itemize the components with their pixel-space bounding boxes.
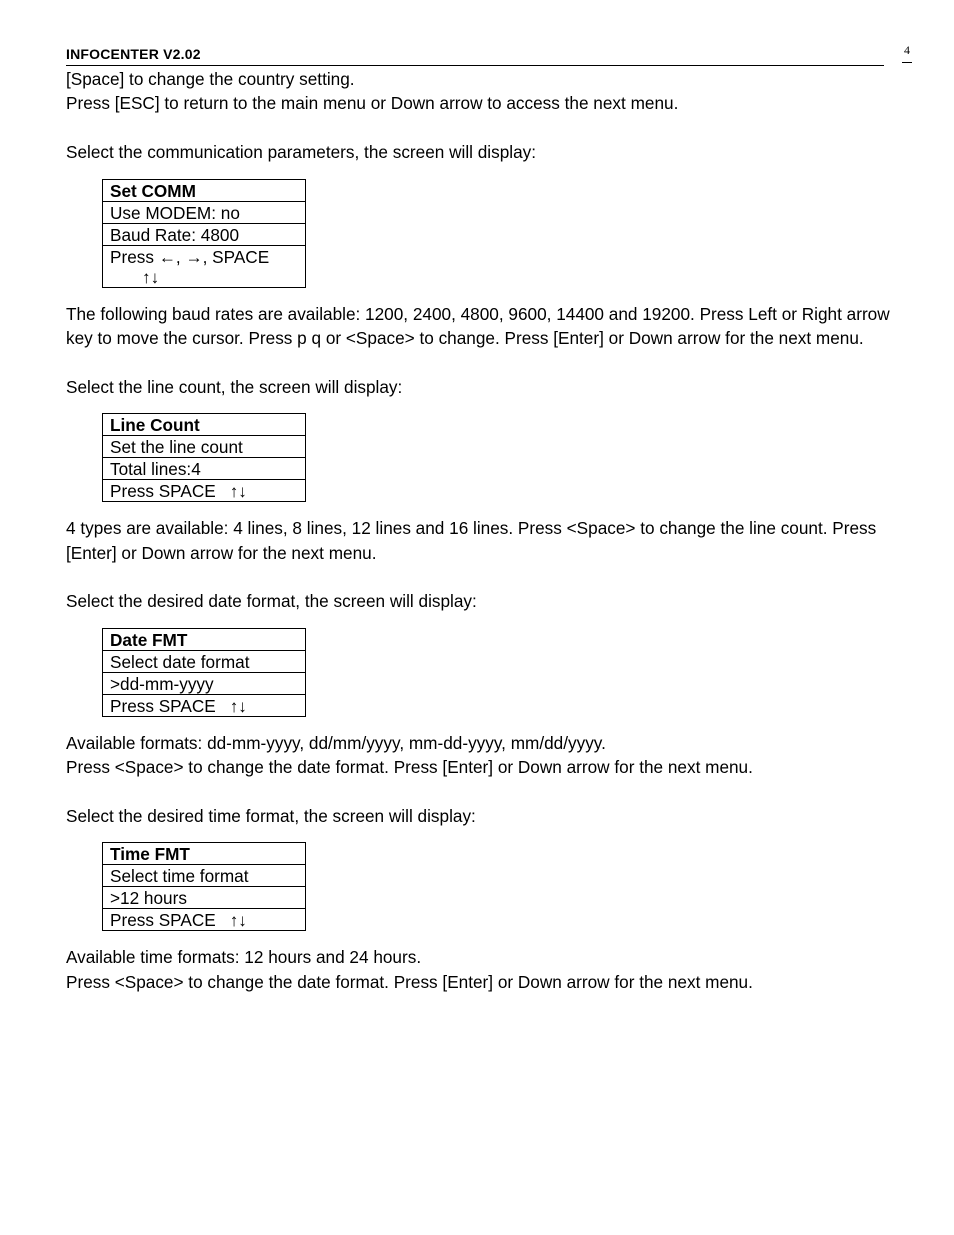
page-number: 4 [902, 43, 912, 63]
lcd-row-text: Press SPACE [110, 910, 216, 931]
lcd-row-text: Press SPACE [110, 695, 216, 716]
header-title: INFOCENTER V2.02 [66, 46, 201, 62]
page-header [66, 44, 884, 66]
lcd-screen-set-comm [102, 179, 306, 288]
paragraph-date-format-intro: Select the desired date format, the screen will display: [66, 591, 477, 612]
lcd-title: Set COMM [103, 179, 306, 201]
lcd-row: Select date format [103, 650, 306, 672]
paragraph-comm-intro: Select the communication parameters, the screen will display: [66, 142, 537, 163]
paragraph-baud-rates: The following baud rates are available: 1200, 2400, 4800, 9600, 14400 and 19200. Press Left or Right arrow key to move the cursor. Press p q or <Space> to change. Press [Enter] or Down arrow for the next menu. [66, 303, 890, 349]
lcd-title: Time FMT [103, 843, 306, 865]
lcd-row-text: Press SPACE [110, 481, 216, 502]
lcd-row-text: Press ←, →, SPACE [110, 246, 270, 267]
lcd-row [103, 480, 306, 502]
paragraph-time-format-change: Press <Space> to change the date format. Press [Enter] or Down arrow for the next menu. [66, 971, 753, 992]
lcd-title: Line Count [103, 414, 306, 436]
paragraph-line-count-intro: Select the line count, the screen will display: [66, 376, 403, 397]
lcd-row: >12 hours [103, 887, 306, 909]
up-down-arrows-icon: ↑↓ [229, 481, 247, 502]
lcd-screen-date-fmt [102, 628, 306, 717]
lcd-title: Date FMT [103, 628, 306, 650]
paragraph-time-format-intro: Select the desired time format, the screen will display: [66, 806, 476, 827]
lcd-row: Baud Rate: 4800 [103, 223, 306, 245]
lcd-row [103, 694, 306, 716]
up-down-arrows-icon: ↑↓ [229, 910, 247, 931]
lcd-row: Use MODEM: no [103, 201, 306, 223]
lcd-row: Set the line count [103, 436, 306, 458]
paragraph-available-time-formats: Available time formats: 12 hours and 24 hours. [66, 947, 422, 968]
document-body [66, 67, 916, 994]
paragraph-esc-return: Press [ESC] to return to the main menu or Down arrow to access the next menu. [66, 93, 679, 114]
paragraph-line-types: 4 types are available: 4 lines, 8 lines, 12 lines and 16 lines. Press <Space> to change the line count. Press [Enter] or Down arrow for the next menu. [66, 518, 877, 563]
paragraph-available-date-formats: Available formats: dd-mm-yyyy, dd/mm/yyyy, mm-dd-yyyy, mm/dd/yyyy. [66, 732, 606, 753]
lcd-row: Select time format [103, 865, 306, 887]
up-down-arrows-icon: ↑↓ [229, 695, 247, 716]
lcd-row: >dd-mm-yyyy [103, 672, 306, 694]
lcd-screen-line-count [102, 413, 306, 502]
paragraph-date-format-change: Press <Space> to change the date format. Press [Enter] or Down arrow for the next menu. [66, 757, 753, 778]
lcd-row [103, 909, 306, 931]
lcd-screen-time-fmt [102, 842, 306, 931]
paragraph-country-setting: [Space] to change the country setting. [66, 69, 355, 89]
lcd-row [103, 245, 306, 287]
lcd-row: Total lines:4 [103, 458, 306, 480]
up-down-arrows-icon: ↑↓ [142, 266, 160, 287]
